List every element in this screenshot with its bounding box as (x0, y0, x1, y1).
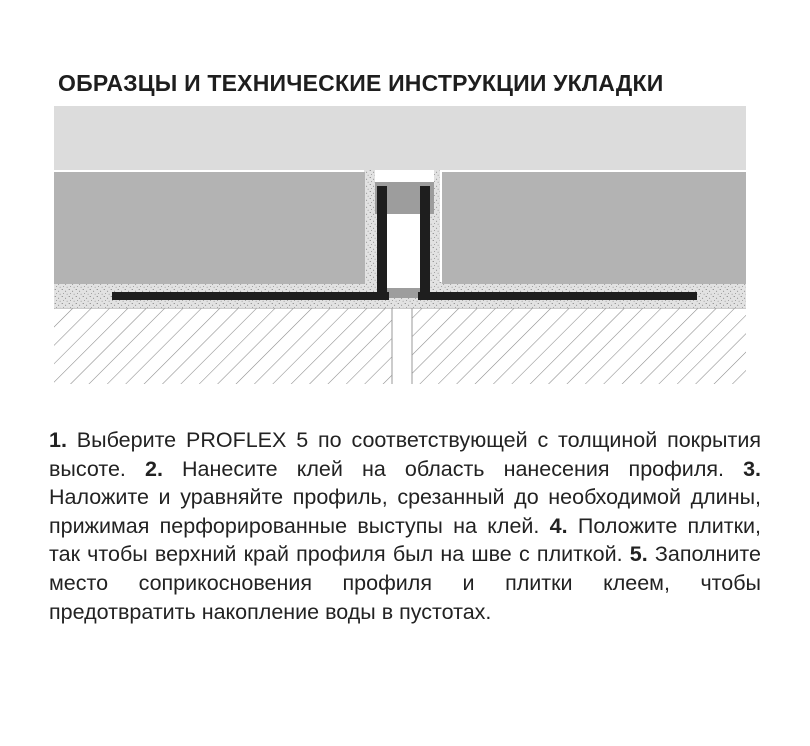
tile-left (54, 172, 365, 284)
step-text: Наложите и уравняйте профиль, срезанный до необходимой длины, прижимая перфорированные выступы на клей. (49, 485, 761, 538)
profile-wall-right (420, 186, 430, 300)
joint-top-fill (375, 170, 434, 182)
installation-instructions (49, 426, 761, 626)
step-text: Положите плитки, так чтобы верхний край профиля был на шве с плиткой. (49, 513, 761, 567)
step-number: 1. (49, 428, 67, 452)
profile-base-right (418, 292, 697, 300)
step-text: Выберите PROFLEX 5 по соответствующей с толщиной покрытия высоте. (49, 428, 761, 481)
step-text: Заполните место соприкосновения профиля и плитки клеем, чтобы предотвратить накопление воды в пустотах. (49, 542, 761, 624)
top-band (54, 106, 746, 170)
step-number: 4. (549, 513, 568, 538)
profile-wall-left (377, 186, 387, 300)
step-number: 3. (743, 456, 761, 481)
substrate-left (54, 308, 392, 384)
joint-bottom-fill (387, 288, 420, 298)
profile-base-left (112, 292, 389, 300)
step-number: 2. (144, 456, 163, 481)
substrate-right (412, 308, 746, 384)
tile-right (442, 172, 746, 284)
joint-core (387, 216, 420, 288)
step-number: 5. (629, 542, 648, 567)
step-text: Нанесите клей на область нанесения профиля. (162, 456, 744, 481)
page-title: ОБРАЗЦЫ И ТЕХНИЧЕСКИЕ ИНСТРУКЦИИ УКЛАДКИ (58, 70, 664, 96)
installation-cross-section-diagram (54, 106, 746, 384)
